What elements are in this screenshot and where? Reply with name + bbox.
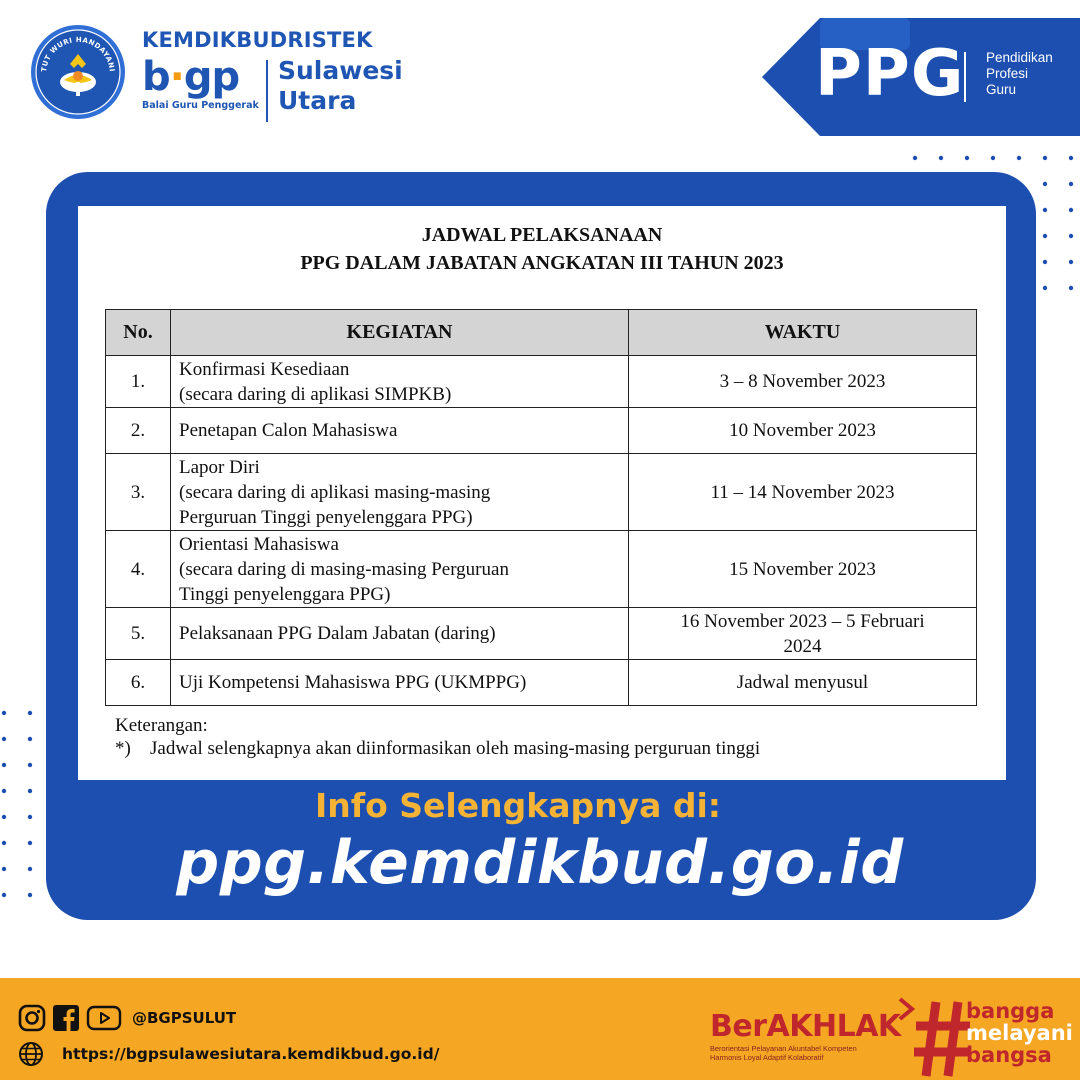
kegiatan-line: Penetapan Calon Mahasiswa [179,420,398,441]
institution-name: KEMDIKBUDRISTEK [142,28,373,52]
document-note [115,714,760,760]
table-row [106,454,977,531]
slogan-line-1: bangga [966,999,1055,1023]
youtube-icon[interactable] [86,1004,122,1032]
table-row [106,660,977,706]
kegiatan-line: (secara daring di aplikasi masing-masing [179,481,491,503]
kegiatan-line: (secara daring di aplikasi SIMPKB) [179,383,452,405]
row-no: 3. [106,454,171,531]
ppg-full-line-3: Guru [986,82,1017,97]
kegiatan-line: Perguruan Tinggi penyelenggara PPG) [179,506,473,528]
row-kegiatan [171,454,629,531]
row-waktu [629,660,977,706]
row-no: 5. [106,608,171,660]
ppg-full-name [986,50,1053,98]
seal-motto: TUT WURI HANDAYANI [40,35,116,73]
bgp-subtitle: Balai Guru Penggerak [142,100,259,111]
berakhlak-desc-line-2: Harmonis Loyal Adaptif Kolaboratif [710,1053,824,1062]
row-kegiatan [171,408,629,454]
waktu-line: 10 November 2023 [729,420,876,441]
row-kegiatan [171,660,629,706]
row-waktu [629,608,977,660]
header-divider [266,60,268,122]
info-label: Info Selengkapnya di: [315,786,721,825]
row-waktu [629,454,977,531]
kegiatan-line: (secara daring di masing-masing Perguruan [179,558,509,580]
ppg-full-line-1: Pendidikan [986,50,1053,65]
ppg-abbr: PPG [815,37,965,111]
institution-block [142,28,403,122]
waktu-line: 15 November 2023 [729,558,876,580]
row-no: 1. [106,356,171,408]
schedule-document [78,206,1006,780]
column-header-waktu: WAKTU [629,310,977,356]
waktu-line: 3 – 8 November 2023 [719,371,886,392]
info-url-link[interactable]: ppg.kemdikbud.go.id [176,828,904,898]
berakhlak-wordmark: BerAKHLAK [710,1009,901,1044]
bgp-p: p [211,54,240,100]
seal-logo-icon [30,24,126,120]
ppg-separator [964,52,966,102]
bgp-g: g [183,54,212,100]
slogan-line-3: bangsa [966,1043,1052,1067]
table-header-row [106,310,977,356]
schedule-table [105,309,977,706]
table-row [106,408,977,454]
waktu-line: 2024 [783,635,822,657]
row-no: 2. [106,408,171,454]
social-row [18,1004,236,1032]
document-title-line-2: PPG DALAM JABATAN ANGKATAN III TAHUN 2023 [300,252,784,274]
kegiatan-line: Uji Kompetensi Mahasiswa PPG (UKMPPG) [179,672,527,693]
waktu-line: Jadwal menyusul [736,672,869,693]
row-no: 6. [106,660,171,706]
bgp-logo: b·gp [142,54,240,100]
document-title-line-1: JADWAL PELAKSANAAN [421,224,663,246]
row-waktu [629,356,977,408]
row-waktu [629,531,977,608]
column-header-kegiatan: KEGIATAN [171,310,629,356]
instagram-icon[interactable] [18,1004,46,1032]
region-name [278,56,403,116]
table-row [106,356,977,408]
facebook-icon[interactable] [52,1004,80,1032]
table-row [106,531,977,608]
column-header-no: No. [106,310,171,356]
bgp-b: b [142,54,170,100]
website-row [18,1041,439,1067]
kegiatan-line: Orientasi Mahasiswa [179,533,339,555]
region-line-2: Utara [278,86,357,115]
slogan-line-2: melayani [966,1021,1073,1045]
row-waktu [629,408,977,454]
hashtag-icon [912,998,972,1078]
row-no: 4. [106,531,171,608]
ppg-full-line-2: Profesi [986,66,1029,81]
note-text: Jadwal selengkapnya akan diinformasikan oleh masing-masing perguruan tinggi [150,738,761,759]
note-mark: *) [115,738,131,759]
berakhlak-desc-line-1: Berorientasi Pelayanan Akuntabel Kompeten [710,1044,857,1053]
waktu-line: 16 November 2023 – 5 Februari [680,610,925,632]
region-line-1: Sulawesi [278,56,403,85]
berakhlak-logo [710,1010,901,1062]
row-kegiatan [171,531,629,608]
kegiatan-line: Lapor Diri [179,456,260,478]
row-kegiatan [171,608,629,660]
slogan [966,1000,1073,1066]
waktu-line: 11 – 14 November 2023 [710,481,895,503]
kegiatan-line: Tinggi penyelenggara PPG) [179,583,391,605]
kegiatan-line: Konfirmasi Kesediaan [179,358,350,380]
note-label: Keterangan: [115,715,208,736]
social-handle[interactable]: @BGPSULUT [132,1009,237,1027]
globe-icon [18,1041,44,1067]
row-kegiatan [171,356,629,408]
website-link[interactable]: https://bgpsulawesiutara.kemdikbud.go.id/ [62,1045,440,1063]
table-row [106,608,977,660]
kegiatan-line: Pelaksanaan PPG Dalam Jabatan (daring) [179,623,496,644]
